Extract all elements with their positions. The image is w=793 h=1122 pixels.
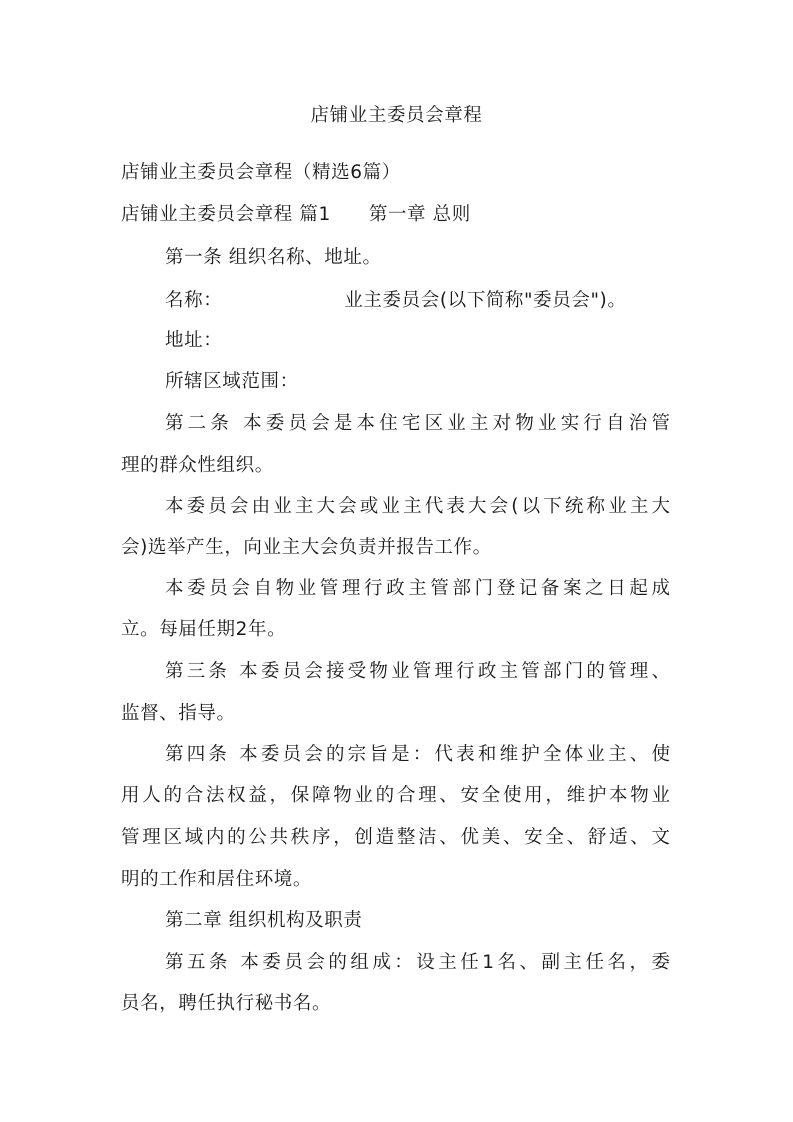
paragraph-term-line-2: 立。每届任期2年。 [121,619,287,640]
article-2-line-1: 第二条 本委员会是本住宅区业主对物业实行自治管 [165,413,670,434]
document-title: 店铺业主委员会章程 [310,105,483,126]
jurisdiction-line: 所辖区域范围： [165,371,299,392]
article-header: 店铺业主委员会章程 篇1 [121,204,331,225]
article-4-line-1: 第四条 本委员会的宗旨是：代表和维护全体业主、使 [165,744,670,765]
name-label: 名称： [165,290,223,311]
article-2-line-2: 理的群众性组织。 [121,455,274,476]
paragraph-election-line-1: 本委员会由业主大会或业主代表大会(以下统称业主大 [165,496,670,517]
name-value: 业主委员会(以下简称"委员会")。 [344,290,627,311]
article-5-line-2: 员名，聘任执行秘书名。 [121,993,332,1014]
article-3-line-2: 监督、指导。 [121,703,236,724]
article-4-line-4: 明的工作和居住环境。 [121,869,313,890]
article-4-line-2: 用人的合法权益，保障物业的合理、安全使用，维护本物业 [121,785,670,806]
article-3-line-1: 第三条 本委员会接受物业管理行政主管部门的管理、 [165,661,670,682]
chapter-header-line [121,202,471,228]
paragraph-election-line-2: 会)选举产生，向业主大会负责并报告工作。 [121,537,492,558]
article-4-line-3: 管理区域内的公共秩序，创造整洁、优美、安全、舒适、文 [121,827,670,848]
address-line: 地址： [165,330,223,351]
article-1: 第一条 组织名称、地址。 [165,247,382,268]
article-5-line-1: 第五条 本委员会的组成：设主任1名、副主任名，委 [165,952,670,973]
name-line [165,288,626,314]
document-subtitle: 店铺业主委员会章程（精选6篇） [121,162,401,183]
chapter-one-title: 第一章 总则 [368,204,471,225]
chapter-two-title: 第二章 组织机构及职责 [165,910,363,931]
paragraph-term-line-1: 本委员会自物业管理行政主管部门登记备案之日起成 [165,578,670,599]
